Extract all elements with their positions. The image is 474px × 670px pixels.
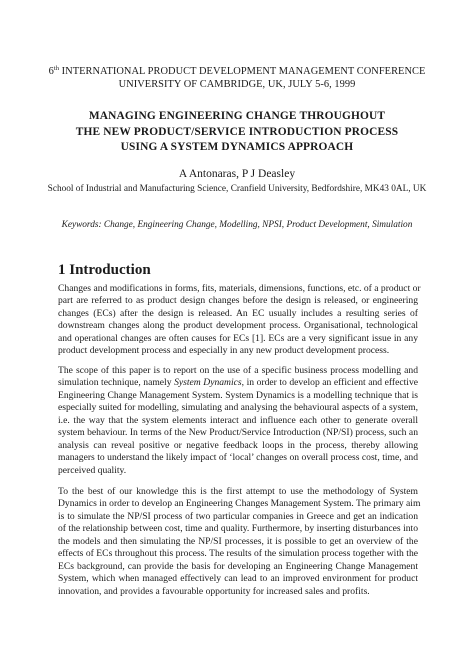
affiliation: School of Industrial and Manufacturing Science, Cranfield University, Bedfordshire, MK43 0AL, UK [47, 184, 427, 194]
text-line: especially suited for modelling, simulating and analysing the behavioural aspects of a system, [58, 402, 418, 414]
conference-name: INTERNATIONAL PRODUCT DEVELOPMENT MANAGEMENT CONFERENCE [59, 66, 426, 77]
text-line: and operational changes are often causes for ECs [1]. ECs are a very significant issue in any [58, 332, 418, 344]
text-line: part are referred to as product design changes before the design is released, or engineering [58, 295, 418, 307]
text-line: product development process and especially in any new product development process. [58, 345, 390, 357]
text-line: The scope of this paper is to report on the use of a specific business process modelling and [58, 365, 418, 376]
text-line: the models and then simulating the NP/SI processes, it is possible to get an overview of the [58, 535, 418, 547]
section-heading: 1 Introduction [58, 262, 151, 278]
text-line: i.e. the way that the system elements interact and influence each other to generate overall [58, 414, 418, 426]
text-line: changes (ECs) after the design is released. An EC usually includes a resulting series of [58, 307, 418, 319]
title-line-2: THE NEW PRODUCT/SERVICE INTRODUCTION PROCESS [75, 125, 399, 138]
title-line-1: MANAGING ENGINEERING CHANGE THROUGHOUT [88, 110, 386, 122]
conference-line-1 [0, 66, 474, 79]
text-line: of the relationship between cost, time and quality. Furthermore, by inserting disturbances into [58, 523, 418, 535]
paragraph-1 [58, 283, 421, 358]
text-line: innovation, and provides a favourable opportunity for increased sales and profits. [58, 585, 370, 597]
text-line: Dynamics in order to develop an Engineering Changes Management System. The primary aim [58, 498, 421, 510]
title-line-3: USING A SYSTEM DYNAMICS APPROACH [120, 141, 354, 154]
text-line: To the best of our knowledge this is the first attempt to use the methodology of System [58, 486, 418, 497]
text-line: effects of ECs throughout this process. The results of the simulation process together with the [58, 548, 418, 560]
text-line: perceived quality. [58, 464, 127, 476]
text-run: simulation technique, namely [58, 377, 175, 389]
authors: A Antonaras, P J Deasley [178, 168, 296, 180]
paragraph-2 [58, 365, 418, 477]
emphasized-term: System Dynamics [174, 377, 242, 389]
conference-ordinal-suffix: th [53, 65, 60, 72]
text-line: Changes and modifications in forms, fits, materials, dimensions, functions, etc. of a product or [58, 283, 421, 294]
text-run: , in order to develop an efficient and effective [241, 377, 418, 389]
text-line: System, which when managed effectively can lead to an improved environment for product [58, 573, 418, 585]
text-line: system behaviour. In terms of the New Product/Service Introduction (NP/SI) process, such an [58, 427, 418, 439]
conference-line-2: UNIVERSITY OF CAMBRIDGE, UK, JULY 5-6, 1999 [118, 78, 356, 90]
text-line: Engineering Change Management System. System Dynamics is a modelling technique that is [58, 389, 418, 401]
text-line-with-emphasis [58, 377, 418, 389]
text-line: downstream changes along the product development process. Organisational, technological [58, 320, 418, 332]
conference-number: 6 [48, 66, 54, 77]
text-line: managers to understand the likely impact of ‘local’ changes on overall process cost, time, and [58, 452, 418, 464]
text-line: is to simulate the NP/SI process of two particular companies in Greece and get an indication [58, 510, 418, 522]
conference-header [0, 66, 474, 91]
paper-title [0, 109, 474, 156]
text-line: ECs background, can provide the basis for developing an Engineering Change Management [58, 560, 418, 572]
keywords: Keywords: Change, Engineering Change, Modelling, NPSI, Product Development, Simulation [61, 220, 413, 230]
paragraph-3 [58, 486, 421, 598]
text-line: analysis can reveal positive or negative feedback loops in the process, thereby allowing [58, 439, 418, 451]
